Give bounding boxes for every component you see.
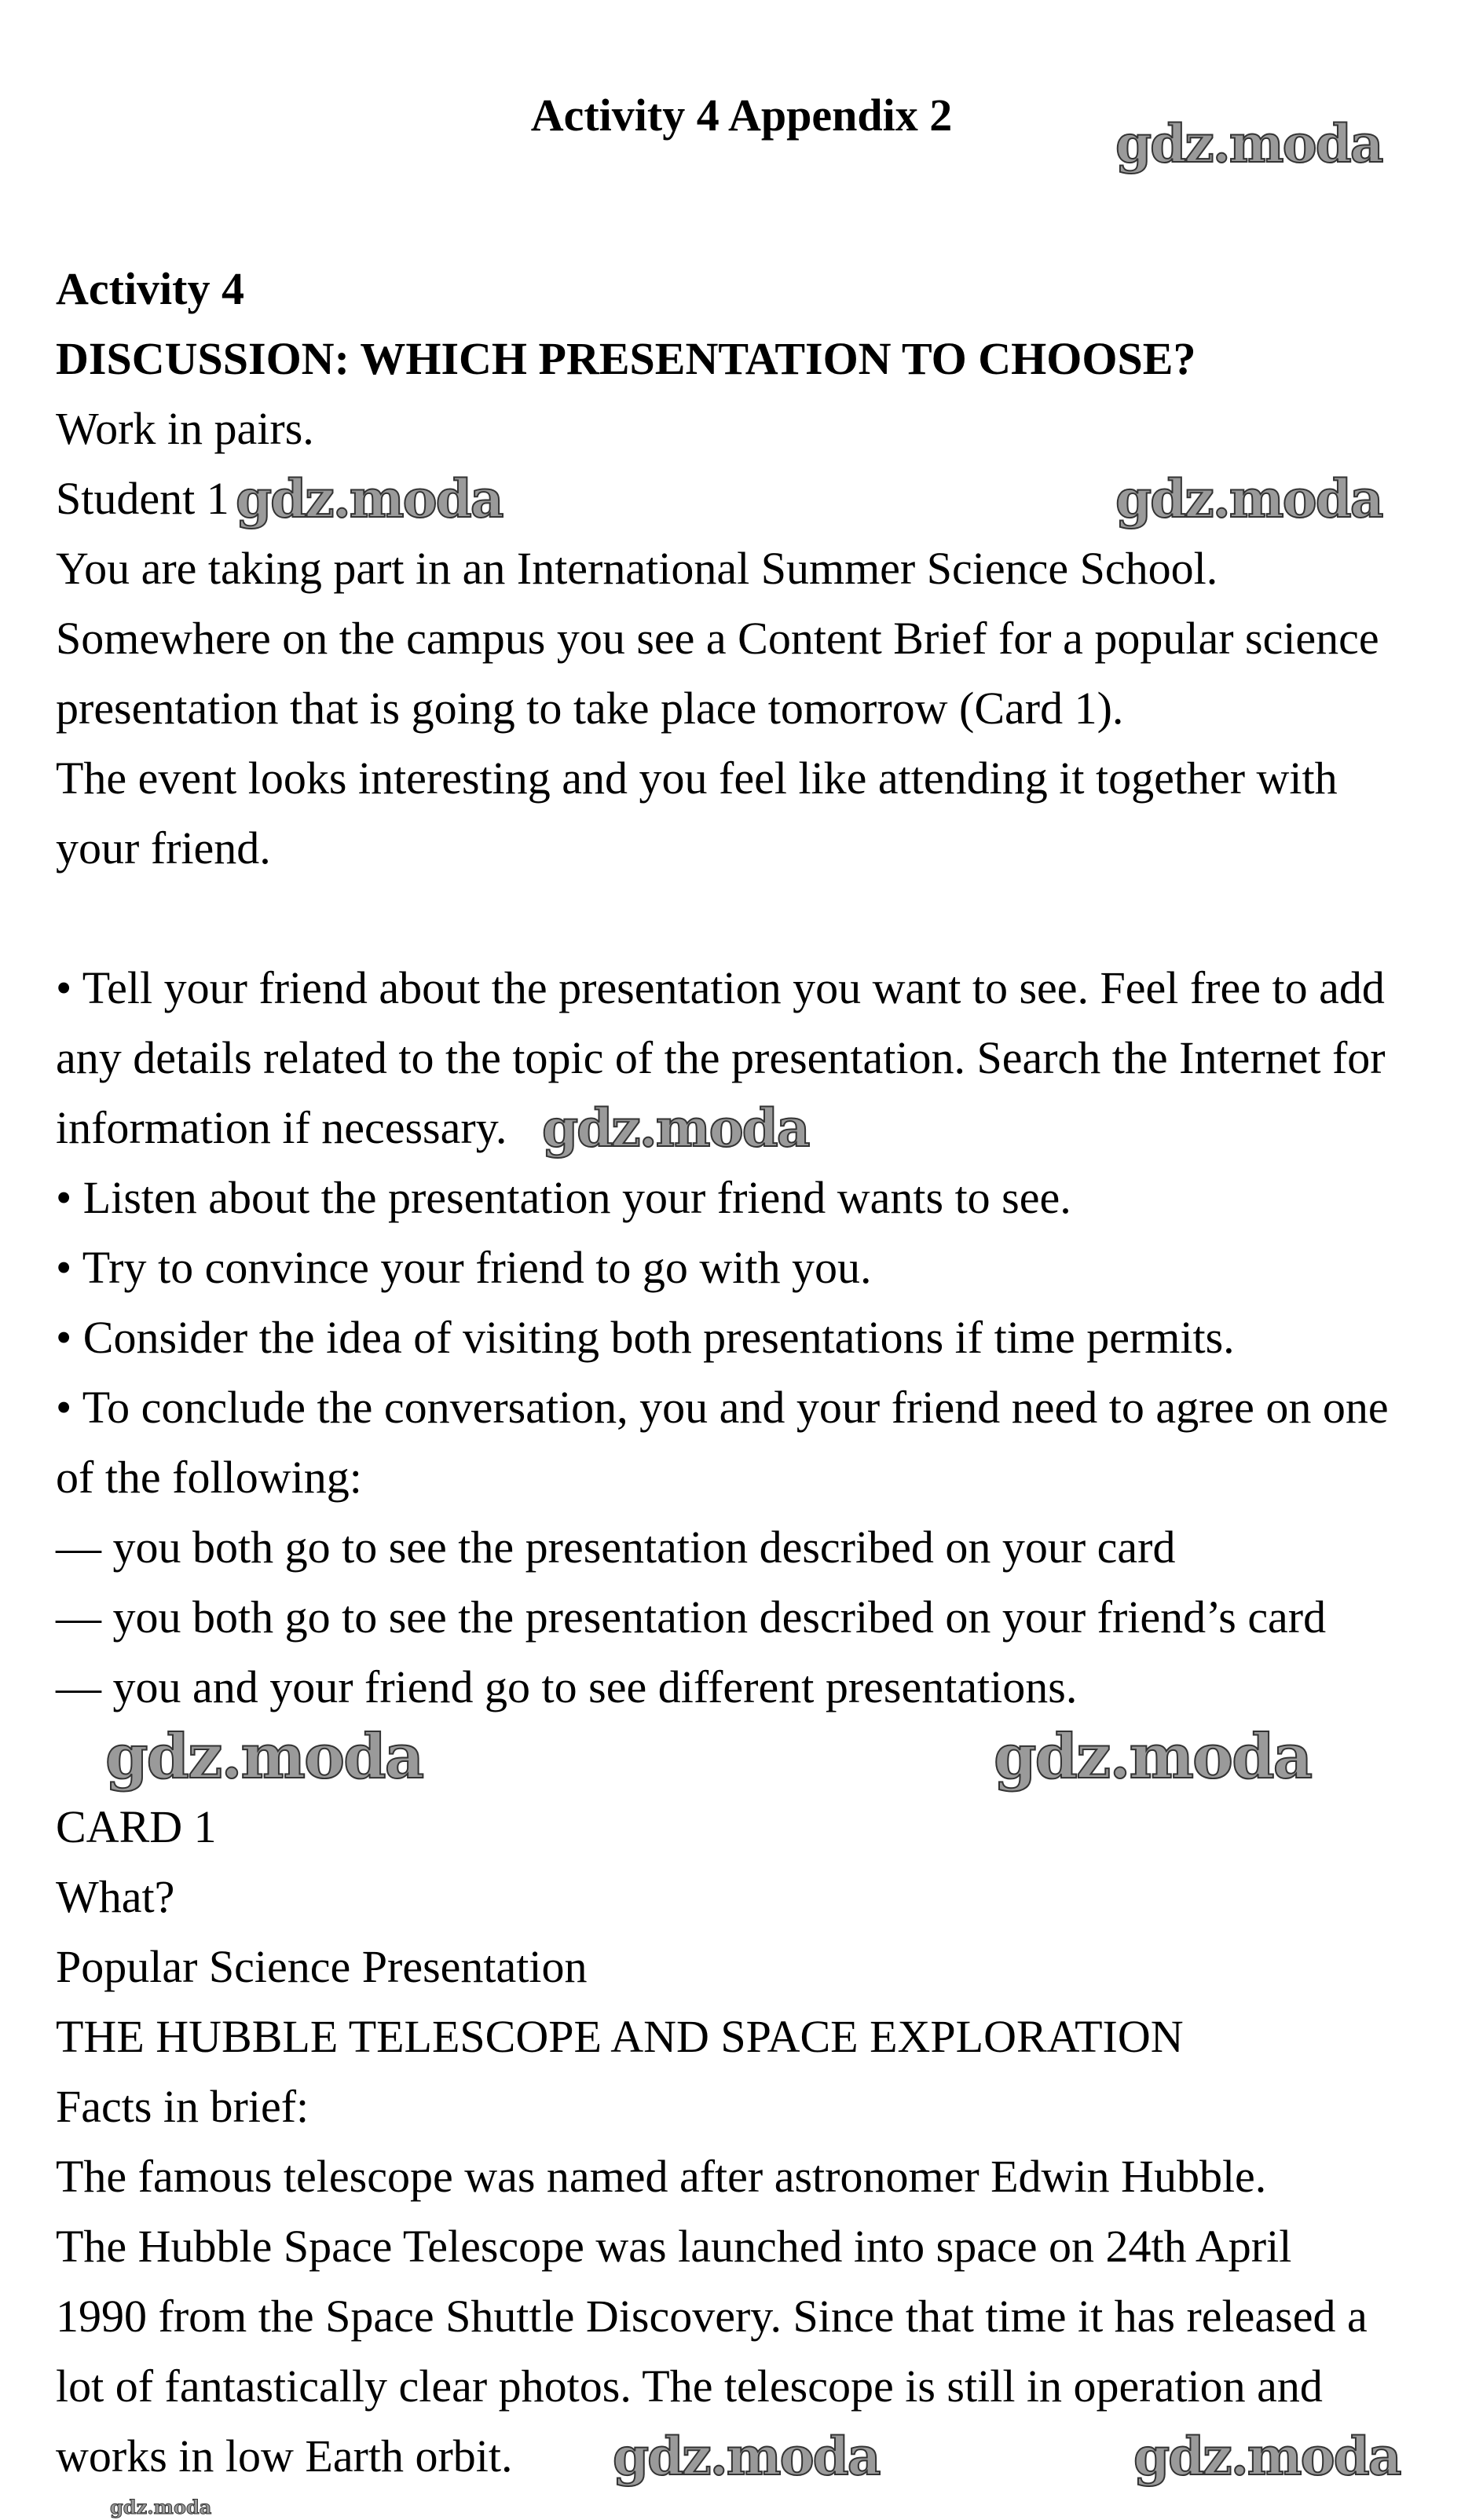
text-line: You are taking part in an International Summer Science School.	[56, 543, 1218, 594]
watermark-logo: gdz.moda	[994, 1721, 1312, 1793]
text-line: — you and your friend go to see different presentations.	[56, 1661, 1078, 1712]
watermark-logo: gdz.moda	[110, 2496, 212, 2518]
page-title: Activity 4 Appendix 2	[530, 90, 953, 141]
text-line: The event looks interesting and you feel like attending it together with	[56, 753, 1338, 804]
text-line: • Consider the idea of visiting both presentations if time permits.	[56, 1312, 1235, 1363]
text-line: THE HUBBLE TELESCOPE AND SPACE EXPLORATION	[56, 2011, 1184, 2062]
text-line: lot of fantastically clear photos. The telescope is still in operation and	[56, 2361, 1323, 2412]
watermark-logo: gdz.moda	[236, 468, 503, 529]
section-subheading: DISCUSSION: WHICH PRESENTATION TO CHOOSE?	[56, 333, 1196, 384]
text-line: • Listen about the presentation your friend wants to see.	[56, 1172, 1071, 1223]
text-line: your friend.	[56, 822, 271, 874]
text-line: works in low Earth orbit.	[56, 2430, 513, 2482]
watermark-logo: gdz.moda	[542, 1097, 809, 1159]
text-line: Student 1	[56, 473, 229, 524]
text-line: 1990 from the Space Shuttle Discovery. Since that time it has released a	[56, 2291, 1368, 2342]
text-line: Work in pairs.	[56, 403, 314, 454]
text-line: — you both go to see the presentation described on your friend’s card	[56, 1591, 1327, 1643]
text-line: Somewhere on the campus you see a Content Brief for a popular science	[56, 613, 1379, 664]
text-line: What?	[56, 1871, 175, 1922]
text-line: — you both go to see the presentation described on your card	[56, 1522, 1176, 1573]
text-line: • Tell your friend about the presentation you want to see. Feel free to add	[56, 962, 1385, 1013]
text-line: • Try to convince your friend to go with you.	[56, 1242, 872, 1293]
text-line: Popular Science Presentation	[56, 1941, 588, 1992]
text-line: any details related to the topic of the presentation. Search the Internet for	[56, 1032, 1386, 1083]
text-line: The Hubble Space Telescope was launched into space on 24th April	[56, 2221, 1292, 2272]
watermark-logo: gdz.moda	[1115, 468, 1382, 529]
text-line: presentation that is going to take place tomorrow (Card 1).	[56, 683, 1124, 734]
text-line: • To conclude the conversation, you and your friend need to agree on one	[56, 1382, 1389, 1433]
watermark-logo: gdz.moda	[105, 1721, 423, 1793]
text-line: Facts in brief:	[56, 2081, 309, 2132]
watermark-logo: gdz.moda	[1115, 113, 1382, 174]
text-line: The famous telescope was named after astronomer Edwin Hubble.	[56, 2151, 1267, 2202]
watermark-logo: gdz.moda	[1133, 2426, 1401, 2487]
text-line: information if necessary.	[56, 1102, 507, 1153]
watermark-logo: gdz.moda	[613, 2426, 880, 2487]
text-line: of the following:	[56, 1452, 362, 1503]
text-line: CARD 1	[56, 1801, 217, 1852]
section-heading: Activity 4	[56, 263, 244, 314]
